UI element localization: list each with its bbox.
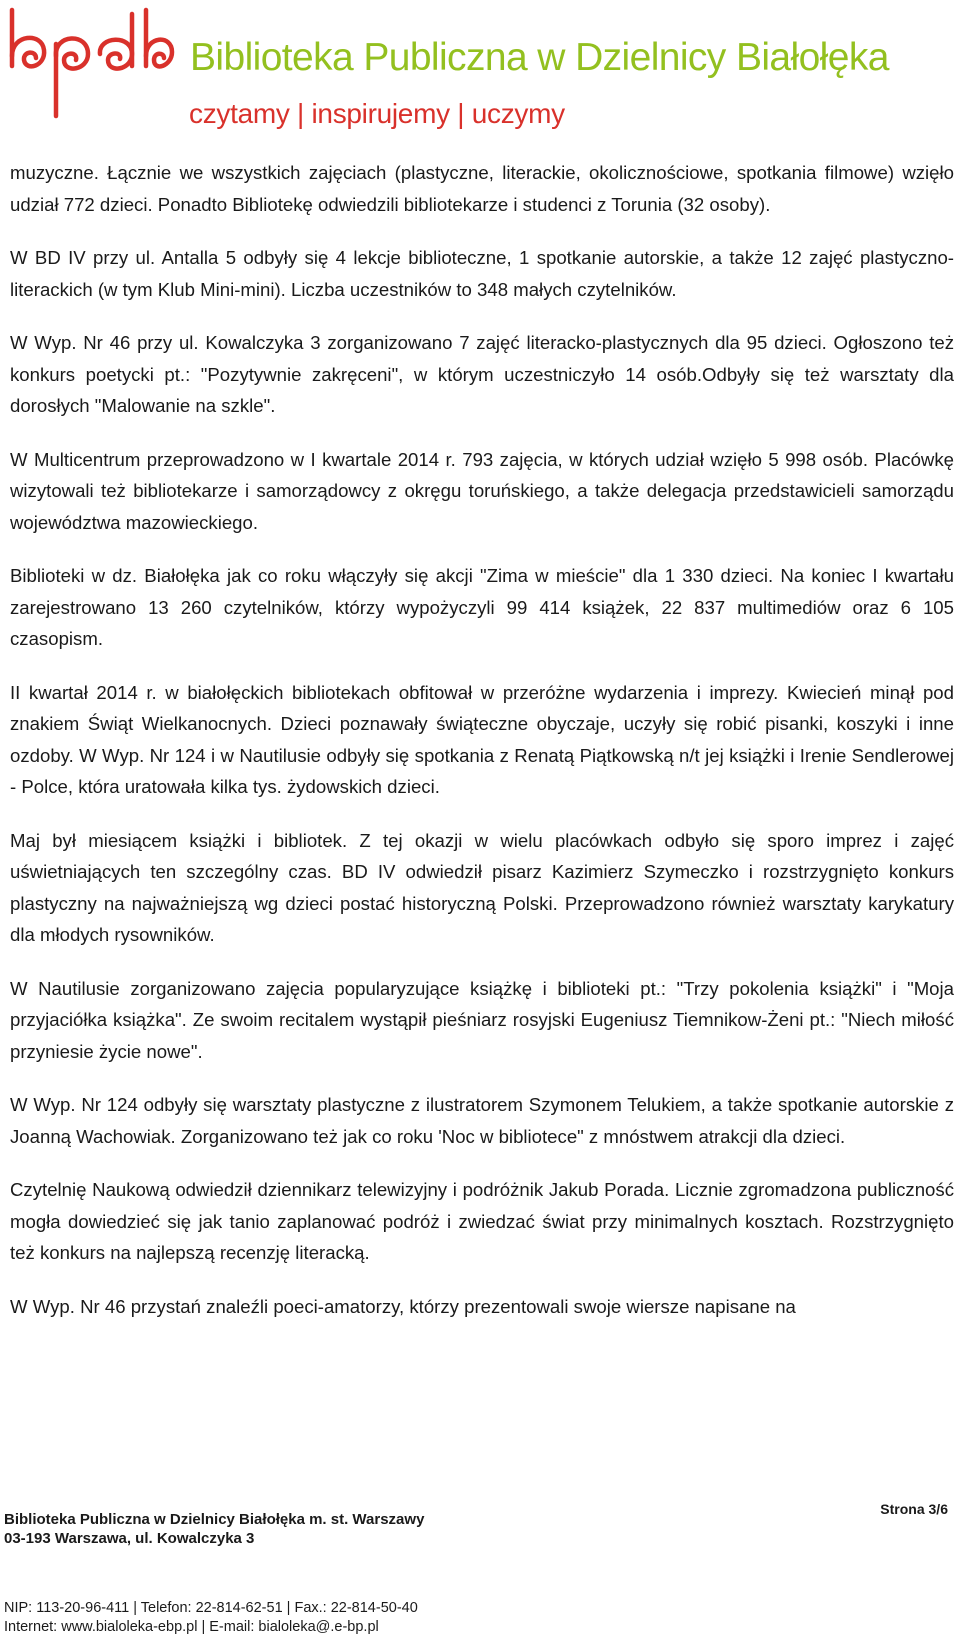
library-tagline: czytamy | inspirujemy | uczymy [189,98,565,129]
library-name: Biblioteka Publiczna w Dzielnicy Białołęka [190,36,889,79]
footer-organization [4,1510,424,1548]
document-body [10,157,954,1344]
paragraph: Biblioteki w dz. Białołęka jak co roku włączyły się akcji "Zima w mieście" dla 1 330 dzieci. Na koniec I kwartału zarejestrowano 13 260 czytelników, którzy wypożyczyli 99 414 książek, 22 837 multimediów oraz 6 105 czasopism. [10,565,954,649]
paragraph: II kwartał 2014 r. w białołęckich bibliotekach obfitował w przeróżne wydarzenia i imprezy. Kwiecień minął pod znakiem Świąt Wielkanocnych. Dzieci poznawały świąteczne obyczaje, uczyły się robić pisanki, koszyki i inne ozdoby. W Wyp. Nr 124 i w Nautilusie odbyły się spotkania z Renatą Piątkowską n/t jej książki i Irenie Sendlerowej - Polce, która uratowała kilka tys. żydowskich dzieci. [10,681,954,797]
page-number: Strona 3/6 [880,1501,948,1517]
library-logo [4,4,176,124]
paragraph: W Nautilusie zorganizowano zajęcia popularyzujące książkę i biblioteki pt.: "Trzy pokolenia książki" i "Moja przyjaciółka książka". Ze swoim recitalem wystąpił pieśniarz rosyjski Eugeniusz Tiemnikow-Żeni pt.: "Niech miłość przyniesie życie nowe". [10,977,954,1062]
footer-org-address: 03-193 Warszawa, ul. Kowalczyka 3 [4,1530,255,1547]
page-header [0,0,960,140]
paragraph: W Wyp. Nr 46 przystań znaleźli poeci-amatorzy, którzy prezentowali swoje wiersze napisane na [10,1295,796,1317]
paragraph: W Wyp. Nr 124 odbyły się warsztaty plastyczne z ilustratorem Szymonem Telukiem, a także spotkanie autorskie z Joanną Wachowiak. Zorganizowano też jak co roku 'Noc w bibliotece" z mnóstwem atrakcji dla dzieci. [10,1094,954,1147]
paragraph: Czytelnię Naukową odwiedził dziennikarz telewizyjny i podróżnik Jakub Porada. Licznie zgromadzona publiczność mogła dowiedzieć się jak tanio zaplanować podróż i zwiedzać świat przy minimalnych kosztach. Rozstrzygnięto też konkurs na najlepszą recenzję literacką. [10,1179,954,1263]
footer-org-name: Biblioteka Publiczna w Dzielnicy Białołęka m. st. Warszawy [4,1511,425,1528]
footer-contact-numbers: NIP: 113-20-96-411 | Telefon: 22-814-62-51 | Fax.: 22-814-50-40 [4,1600,418,1616]
paragraph: Maj był miesiącem książki i bibliotek. Z tej okazji w wielu placówkach odbyło się sporo imprez i zajęć uświetniających ten szczególny czas. BD IV odwiedził pisarz Kazimierz Szymeczko i rozstrzygnięto konkurs plastyczny na najważniejszą wg dzieci postać historyczną Polski. Przeprowadzono również warsztaty karykatury dla młodych rysowników. [10,829,954,945]
paragraph: muzyczne. Łącznie we wszystkich zajęciach (plastyczne, literackie, okolicznościowe, spotkania filmowe) wzięło udział 772 dzieci. Ponadto Bibliotekę odwiedzili bibliotekarze i studenci z Torunia (32 osoby). [10,162,954,215]
paragraph: W Multicentrum przeprowadzono w I kwartale 2014 r. 793 zajęcia, w których udział wzięło 5 998 osób. Placówkę wizytowali też bibliotekarze i samorządowcy z okręgu toruńskiego, a także delegacja przedstawicieli samorządu województwa mazowieckiego. [10,448,954,533]
paragraph: W Wyp. Nr 46 przy ul. Kowalczyka 3 zorganizowano 7 zajęć literacko-plastycznych dla 95 dzieci. Ogłoszono też konkurs poetycki pt.: "Pozytywnie zakręceni", w którym uczestniczyło 14 osób.Odbyły się też warsztaty dla dorosłych "Malowanie na szkle". [10,332,954,416]
footer-contact [4,1599,418,1637]
footer-contact-web: Internet: www.bialoleka-ebp.pl | E-mail: bialoleka@.e-bp.pl [4,1619,379,1635]
paragraph: W BD IV przy ul. Antalla 5 odbyły się 4 lekcje biblioteczne, 1 spotkanie autorskie, a także 12 zajęć plastyczno-literackich (w tym Klub Mini-mini). Liczba uczestników to 348 małych czytelników. [10,247,954,300]
